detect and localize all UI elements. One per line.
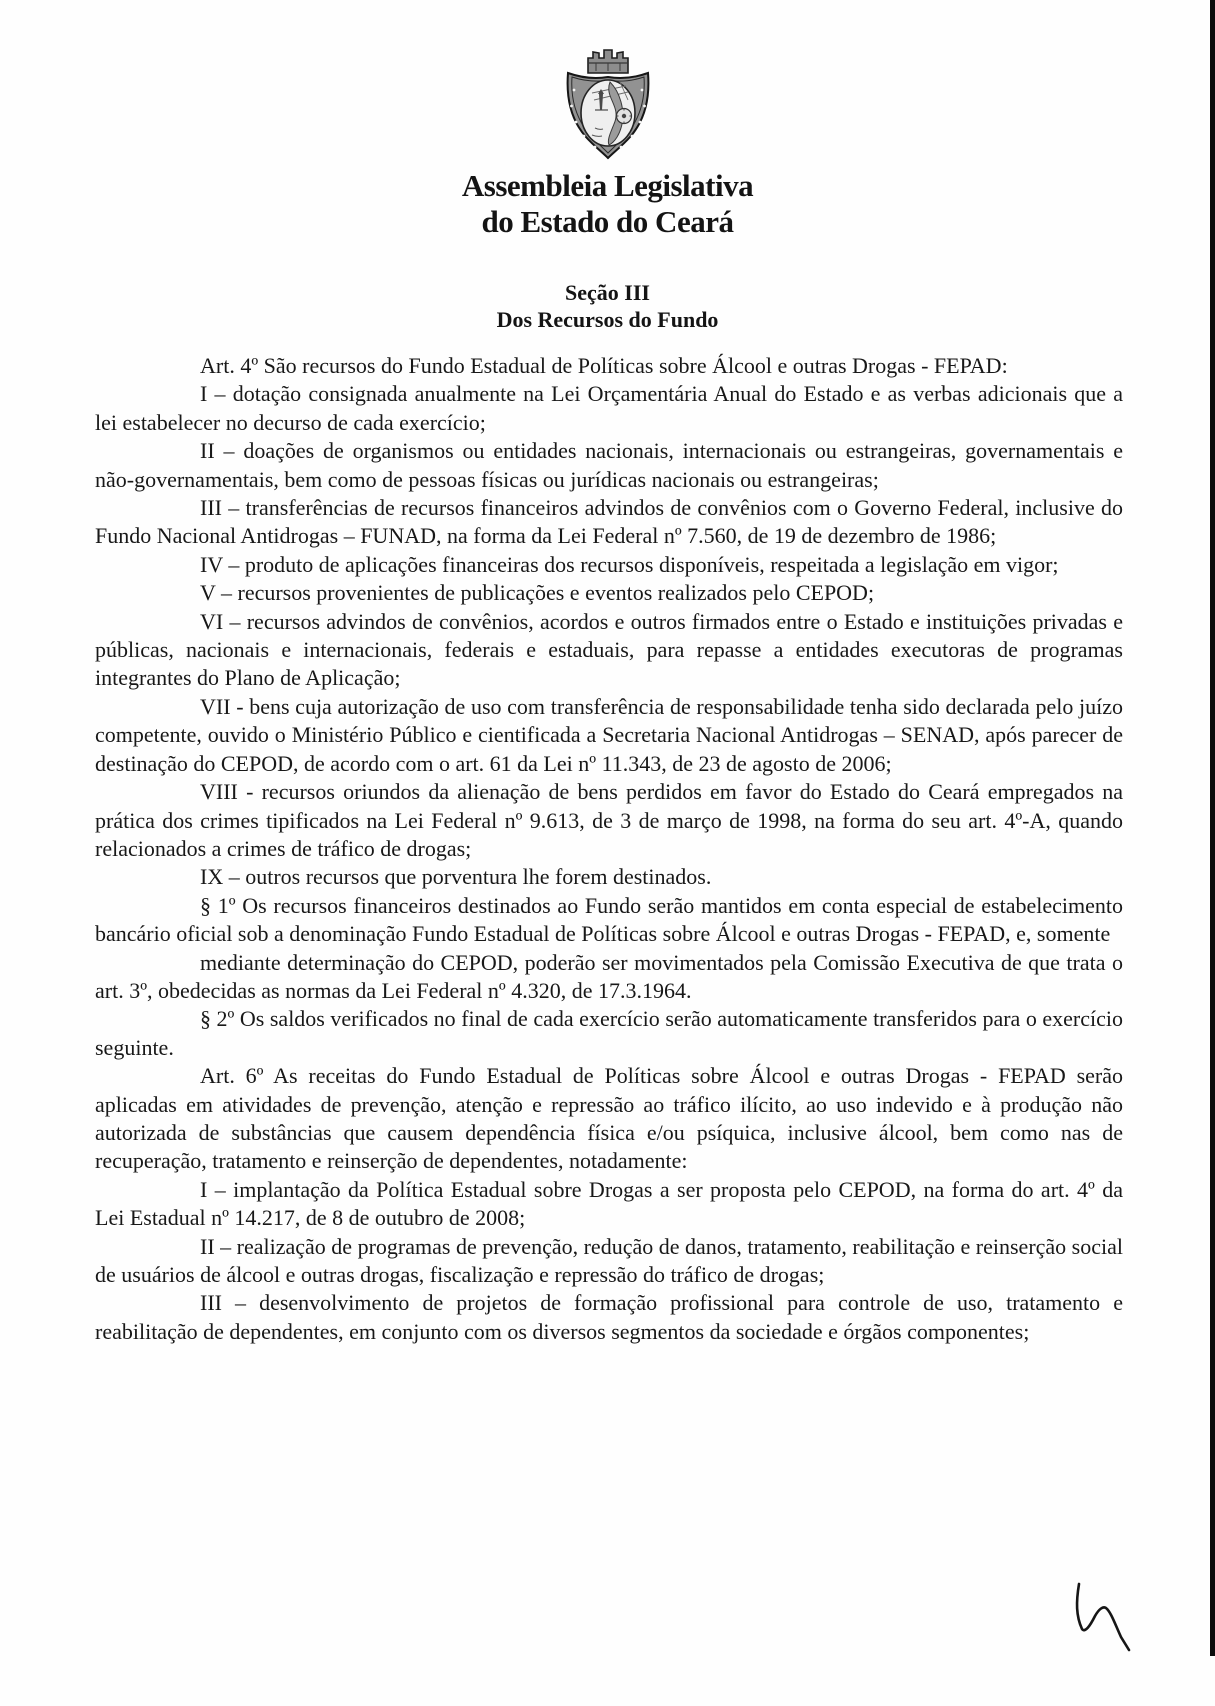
paragraph-art4-caput: Art. 4º São recursos do Fundo Estadual de Políticas sobre Álcool e outras Drogas - FEPAD: bbox=[200, 353, 1008, 378]
org-name-line1: Assembleia Legislativa bbox=[461, 168, 754, 203]
paragraph-art4-inciso-1: I – dotação consignada anualmente na Lei Orçamentária Anual do Estado e as verbas adicionais que a lei estabelecer no decurso de cada exercício; bbox=[95, 381, 1123, 435]
paragraph-art6-inciso-2: II – realização de programas de prevenção, redução de danos, tratamento, reabilitação e reinserção social de usuários de álcool e outras drogas, fiscalização e repressão do tráfico de drogas; bbox=[95, 1233, 1123, 1287]
paragraph-art6-inciso-3: III – desenvolvimento de projetos de formação profissional para controle de uso, tratamento e reabilitação de dependentes, em conjunto com os diversos segmentos da sociedade e órgãos componentes; bbox=[95, 1290, 1123, 1344]
section-subtitle: Dos Recursos do Fundo bbox=[496, 307, 719, 332]
paragraph-art4-par1-cont: mediante determinação do CEPOD, poderão ser movimentados pela Comissão Executiva de que trata o art. 3º, obedecidas as normas da Lei Federal nº 4.320, de 17.3.1964. bbox=[95, 949, 1123, 1003]
paragraph-art4-par1: § 1º Os recursos financeiros destinados ao Fundo serão mantidos em conta especial de estabelecimento bancário oficial sob a denominação Fundo Estadual de Políticas sobre Álcool e outras Drogas - FEPAD, e, somente bbox=[95, 892, 1123, 947]
paragraph-art4-inciso-9: IX – outros recursos que porventura lhe forem destinados. bbox=[200, 864, 712, 890]
paragraph-art4-inciso-4: IV – produto de aplicações financeiras dos recursos disponíveis, respeitada a legislação em vigor; bbox=[200, 551, 1059, 577]
org-name bbox=[0, 168, 1215, 240]
section-title: Seção III bbox=[565, 280, 650, 305]
paragraph-art4-inciso-7: VII - bens cuja autorização de uso com transferência de responsabilidade tenha sido declarada pelo juízo competente, ouvido o Ministério Público e cientificada a Secretaria Nacional Antidrogas – SENAD, após parecer de destinação do CEPOD, de acordo com o art. 61 da Lei nº 11.343, de 23 de agosto de 2006; bbox=[95, 693, 1123, 776]
paragraph-art4-inciso-5: V – recursos provenientes de publicações e eventos realizados pelo CEPOD; bbox=[200, 580, 875, 606]
ceara-coat-of-arms-emblem bbox=[562, 48, 654, 160]
paragraph-art4-inciso-2: II – doações de organismos ou entidades nacionais, internacionais ou estrangeiras, governamentais e não-governamentais, bem como de pessoas físicas ou jurídicas nacionais ou estrangeiras; bbox=[95, 438, 1123, 492]
paragraph-art6-caput: Art. 6º As receitas do Fundo Estadual de Políticas sobre Álcool e outras Drogas - FEPAD serão aplicadas em atividades de prevenção, atenção e repressão ao tráfico ilícito, ao uso indevido e à produção não autorizada de substâncias que causem dependência física e/ou psíquica, inclusive álcool, bem como nas de recuperação, tratamento e reinserção de dependentes, notadamente: bbox=[95, 1063, 1123, 1174]
section-heading bbox=[0, 279, 1215, 333]
handwritten-mark bbox=[1030, 1555, 1160, 1665]
org-name-line2: do Estado do Ceará bbox=[481, 204, 734, 239]
paragraph-art4-inciso-6: VI – recursos advindos de convênios, acordos e outros firmados entre o Estado e instituições privadas e públicas, nacionais e internacionais, federais e estaduais, para repasse a entidades executoras de programas integrantes do Plano de Aplicação; bbox=[95, 608, 1123, 691]
letterhead bbox=[0, 48, 1215, 240]
document-body bbox=[95, 352, 1123, 1346]
scan-edge-artifact bbox=[1210, 0, 1215, 1656]
paragraph-art6-inciso-1: I – implantação da Política Estadual sobre Drogas a ser proposta pelo CEPOD, na forma do art. 4º da Lei Estadual nº 14.217, de 8 de outubro de 2008; bbox=[95, 1176, 1123, 1231]
paragraph-art4-inciso-3: III – transferências de recursos financeiros advindos de convênios com o Governo Federal, inclusive do Fundo Nacional Antidrogas – FUNAD, na forma da Lei Federal nº 7.560, de 19 de dezembro de 1986; bbox=[95, 495, 1123, 549]
paragraph-art4-par2: § 2º Os saldos verificados no final de cada exercício serão automaticamente transferidos para o exercício seguinte. bbox=[95, 1006, 1123, 1060]
paragraph-art4-inciso-8: VIII - recursos oriundos da alienação de bens perdidos em favor do Estado do Ceará empregados na prática dos crimes tipificados na Lei Federal nº 9.613, de 3 de março de 1998, na forma do seu art. 4º-A, quando relacionados a crimes de tráfico de drogas; bbox=[95, 779, 1123, 861]
